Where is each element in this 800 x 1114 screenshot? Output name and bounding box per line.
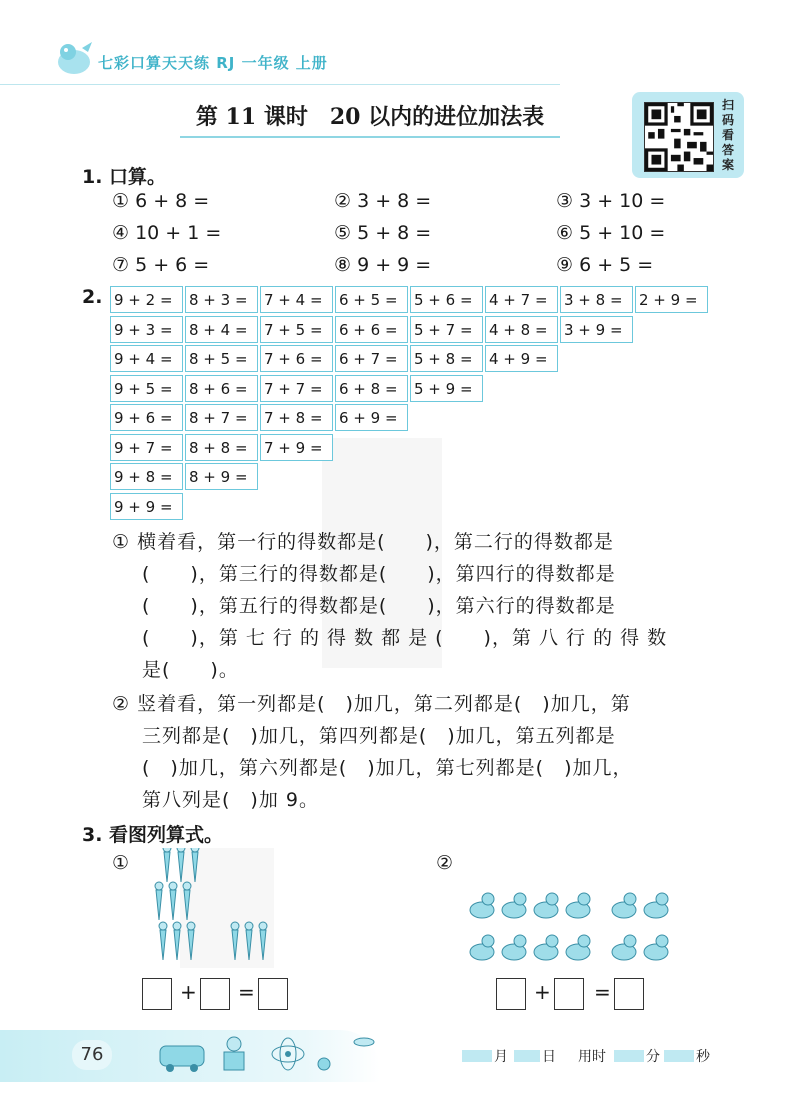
plus-sign: + bbox=[180, 980, 197, 1004]
answer-box[interactable] bbox=[554, 978, 584, 1010]
minutes-blank[interactable] bbox=[614, 1050, 644, 1062]
qr-label-char: 案 bbox=[721, 158, 734, 172]
answer-box[interactable] bbox=[258, 978, 288, 1010]
table-cell: 2 + 9 = bbox=[635, 286, 708, 313]
table-cell: 8 + 3 = bbox=[185, 286, 258, 313]
carrot-leaf-icon bbox=[159, 922, 167, 930]
mascot-logo-icon bbox=[52, 38, 96, 78]
table-cell: 7 + 6 = bbox=[260, 345, 333, 372]
calc-item: ② 3 + 8 = bbox=[334, 190, 432, 212]
question-line: ( )，第 七 行 的 得 数 都 是 ( )，第 八 行 的 得 数 bbox=[142, 627, 668, 649]
question-line: ① 横着看，第一行的得数都是( )，第二行的得数都是 bbox=[112, 531, 614, 553]
duck-head-icon bbox=[514, 935, 526, 947]
table-cell: 9 + 2 = bbox=[110, 286, 183, 313]
carrot-leaf-icon bbox=[231, 922, 239, 930]
figure-1-number: ① bbox=[112, 852, 130, 874]
carrot-leaf-icon bbox=[169, 882, 177, 890]
table-cell: 6 + 9 = bbox=[335, 404, 408, 431]
duck-head-icon bbox=[546, 935, 558, 947]
carrot-leaf-icon bbox=[187, 922, 195, 930]
table-cell: 7 + 9 = bbox=[260, 434, 333, 461]
table-cell: 5 + 8 = bbox=[410, 345, 483, 372]
table-cell: 3 + 8 = bbox=[560, 286, 633, 313]
duck-head-icon bbox=[482, 935, 494, 947]
footer-decoration-icon bbox=[158, 1034, 388, 1074]
table-cell: 4 + 8 = bbox=[485, 316, 558, 343]
duck-head-icon bbox=[546, 893, 558, 905]
table-cell: 4 + 9 = bbox=[485, 345, 558, 372]
duck-head-icon bbox=[514, 893, 526, 905]
header-divider bbox=[0, 84, 560, 85]
question-line: ( )，第五行的得数都是( )，第六行的得数都是 bbox=[142, 595, 616, 617]
table-cell: 8 + 5 = bbox=[185, 345, 258, 372]
calc-item: ③ 3 + 10 = bbox=[556, 190, 666, 212]
carrot-leaf-icon bbox=[177, 848, 185, 852]
carrot-icon bbox=[156, 890, 162, 920]
calc-item: ⑦ 5 + 6 = bbox=[112, 254, 210, 276]
calc-item: ① 6 + 8 = bbox=[112, 190, 210, 212]
calc-item: ④ 10 + 1 = bbox=[112, 222, 222, 244]
table-cell: 6 + 6 = bbox=[335, 316, 408, 343]
section-3-label: 3. 看图列算式。 bbox=[82, 824, 224, 846]
carrot-leaf-icon bbox=[183, 882, 191, 890]
calc-item: ⑤ 5 + 8 = bbox=[334, 222, 432, 244]
table-cell: 6 + 8 = bbox=[335, 375, 408, 402]
equals-sign: = bbox=[238, 980, 255, 1004]
carrot-icon bbox=[160, 930, 166, 960]
table-cell: 3 + 9 = bbox=[560, 316, 633, 343]
table-cell: 8 + 9 = bbox=[185, 463, 258, 490]
table-cell: 9 + 8 = bbox=[110, 463, 183, 490]
section-2-label: 2. bbox=[82, 286, 103, 308]
table-cell: 7 + 4 = bbox=[260, 286, 333, 313]
calc-item: ⑨ 6 + 5 = bbox=[556, 254, 654, 276]
carrot-icon bbox=[170, 890, 176, 920]
carrot-icon bbox=[164, 852, 170, 882]
question-line: ② 竖着看，第一列都是( )加几，第二列都是( )加几，第 bbox=[112, 693, 631, 715]
carrots-illustration bbox=[150, 848, 280, 972]
duck-head-icon bbox=[656, 893, 668, 905]
plus-sign: + bbox=[534, 980, 551, 1004]
carrot-leaf-icon bbox=[245, 922, 253, 930]
carrot-icon bbox=[174, 930, 180, 960]
table-cell: 9 + 9 = bbox=[110, 493, 183, 520]
duck-head-icon bbox=[482, 893, 494, 905]
table-cell: 7 + 5 = bbox=[260, 316, 333, 343]
question-line: ( )加几，第六列都是( )加几，第七列都是( )加几， bbox=[142, 757, 633, 779]
duck-head-icon bbox=[578, 935, 590, 947]
table-cell: 5 + 6 = bbox=[410, 286, 483, 313]
calc-item: ⑥ 5 + 10 = bbox=[556, 222, 666, 244]
seconds-label: 秒 bbox=[696, 1049, 710, 1065]
table-cell: 7 + 7 = bbox=[260, 375, 333, 402]
month-label: 月 bbox=[494, 1049, 508, 1065]
qr-label-char: 扫 bbox=[721, 98, 734, 112]
table-cell: 5 + 9 = bbox=[410, 375, 483, 402]
duck-head-icon bbox=[656, 935, 668, 947]
question-line: 第八列是( )加 9。 bbox=[142, 789, 319, 811]
calc-item: ⑧ 9 + 9 = bbox=[334, 254, 432, 276]
carrot-leaf-icon bbox=[259, 922, 267, 930]
question-line: 是( )。 bbox=[142, 659, 239, 681]
carrot-leaf-icon bbox=[191, 848, 199, 852]
section-1-label: 1. 口算。 bbox=[82, 166, 167, 188]
qr-label-char: 码 bbox=[721, 113, 734, 127]
month-blank[interactable] bbox=[462, 1050, 492, 1062]
answer-box[interactable] bbox=[496, 978, 526, 1010]
qr-label bbox=[718, 98, 738, 173]
carrot-leaf-icon bbox=[163, 848, 171, 852]
page-number: 76 bbox=[72, 1040, 112, 1070]
table-cell: 9 + 5 = bbox=[110, 375, 183, 402]
qr-label-char: 答 bbox=[721, 143, 734, 157]
table-cell: 9 + 7 = bbox=[110, 434, 183, 461]
figure-2-number: ② bbox=[436, 852, 454, 874]
table-cell: 8 + 4 = bbox=[185, 316, 258, 343]
question-horizontal bbox=[112, 526, 732, 686]
answer-box[interactable] bbox=[142, 978, 172, 1010]
question-vertical bbox=[112, 688, 732, 816]
table-cell: 6 + 7 = bbox=[335, 345, 408, 372]
table-cell: 9 + 6 = bbox=[110, 404, 183, 431]
title-underline bbox=[180, 136, 560, 138]
header-brand: 七彩口算天天练 RJ 一年级 上册 bbox=[98, 54, 328, 72]
table-cell: 9 + 4 = bbox=[110, 345, 183, 372]
table-cell: 6 + 5 = bbox=[335, 286, 408, 313]
question-line: 三列都是( )加几，第四列都是( )加几，第五列都是 bbox=[142, 725, 616, 747]
time-used-label: 用时 bbox=[578, 1049, 606, 1065]
qr-code-icon[interactable] bbox=[644, 102, 714, 172]
page-title: 第 11 课时 20 以内的进位加法表 bbox=[195, 104, 545, 130]
carrot-leaf-icon bbox=[155, 882, 163, 890]
answer-box[interactable] bbox=[614, 978, 644, 1010]
duck-head-icon bbox=[624, 935, 636, 947]
table-cell: 8 + 6 = bbox=[185, 375, 258, 402]
seconds-blank[interactable] bbox=[664, 1050, 694, 1062]
answer-box[interactable] bbox=[200, 978, 230, 1010]
day-blank[interactable] bbox=[514, 1050, 540, 1062]
question-line: ( )，第三行的得数都是( )，第四行的得数都是 bbox=[142, 563, 616, 585]
minutes-label: 分 bbox=[646, 1049, 660, 1065]
table-cell: 7 + 8 = bbox=[260, 404, 333, 431]
equals-sign: = bbox=[594, 980, 611, 1004]
duck-head-icon bbox=[624, 893, 636, 905]
day-label: 日 bbox=[542, 1049, 556, 1065]
qr-label-char: 看 bbox=[721, 128, 734, 142]
carrot-leaf-icon bbox=[173, 922, 181, 930]
table-cell: 9 + 3 = bbox=[110, 316, 183, 343]
ducks-illustration bbox=[462, 884, 682, 970]
table-cell: 8 + 8 = bbox=[185, 434, 258, 461]
duck-head-icon bbox=[578, 893, 590, 905]
table-cell: 4 + 7 = bbox=[485, 286, 558, 313]
table-cell: 5 + 7 = bbox=[410, 316, 483, 343]
table-cell: 8 + 7 = bbox=[185, 404, 258, 431]
